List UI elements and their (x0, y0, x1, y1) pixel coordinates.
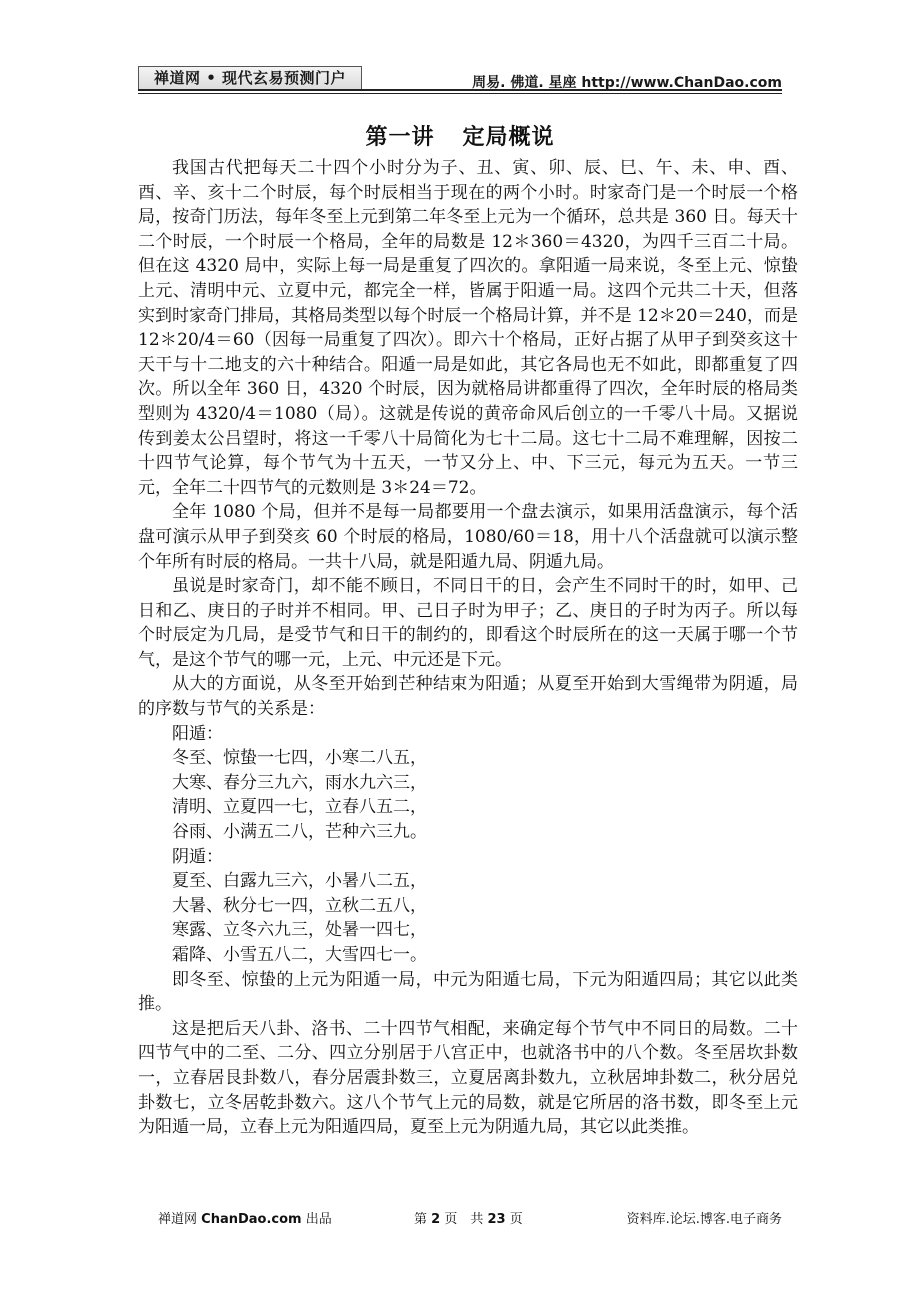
yin-line: 寒露、立冬六九三，处暑一四七， (172, 920, 427, 941)
header-tagline-url[interactable]: 周易. 佛道. 星座 http://www.ChanDao.com (472, 75, 782, 91)
yang-label: 阳遁： (172, 723, 223, 744)
page-title (0, 120, 920, 151)
paragraph: 即冬至、惊蛰的上元为阳遁一局，中元为阳遁七局，下元为阳遁四局；其它以此类推。 (138, 969, 798, 1015)
paragraph: 虽说是时家奇门，却不能不顾日，不同日干的日，会产生不同时干的时，如甲、己日和乙、庚日的子时并不相同。甲、己日子时为甲子；乙、庚日的子时为丙子。所以每个时辰定为几局，是受节气和日干的制约的，即看这个时辰所在的这一天属于哪一个节气，是这个节气的哪一元，上元、中元还是下元。 (138, 576, 798, 670)
page-number (414, 1208, 523, 1227)
header-divider-thin (138, 93, 782, 94)
paragraph: 从大的方面说，从冬至开始到芒种结束为阳遁；从夏至开始到大雪绳带为阴遁，局的序数与节气的关系是： (138, 674, 798, 720)
header-divider (138, 89, 782, 91)
yang-line: 谷雨、小满五二八，芒种六三九。 (172, 822, 427, 843)
paragraph: 这是把后天八卦、洛书、二十四节气相配，来确定每个节气中不同日的局数。二十四节气中的二至、二分、四立分别居于八宫正中，也就洛书中的八个数。冬至居坎卦数一，立春居艮卦数八，春分居震卦数三，立夏居离卦数九，立秋居坤卦数二，秋分居兑卦数七，立冬居乾卦数六。这八个节气上元的局数，就是它所居的洛书数，即冬至上元为阳遁一局，立春上元为阳遁四局，夏至上元为阴遁九局，其它以此类推。 (138, 1018, 798, 1138)
yang-line: 冬至、惊蛰一七四，小寒二八五， (172, 748, 427, 769)
yin-line: 霜降、小雪五八二，大雪四七一。 (172, 945, 427, 965)
footer-produced: 出品 (305, 1212, 332, 1227)
total-pages: 23 (487, 1212, 506, 1227)
footer-services: 资料库.论坛.博客.电子商务 (626, 1212, 782, 1227)
lecture-topic: 定局概说 (462, 125, 555, 150)
lecture-number: 第一讲 (365, 125, 435, 150)
page-mid: 页 共 (444, 1212, 484, 1227)
footer-site-link[interactable]: ChanDao.com (201, 1212, 302, 1227)
document-body (138, 156, 798, 1140)
yin-line: 夏至、白露九三六，小暑八二五， (172, 871, 427, 892)
paragraph: 我国古代把每天二十四个小时分为子、丑、寅、卯、辰、巳、午、未、申、酉、酉、辛、亥十二个时辰，每个时辰相当于现在的两个小时。时家奇门是一个时辰一个格局，按奇门历法，每年冬至上元到第二年冬至上元为一个循环，总共是 360 日。每天十二个时辰，一个时辰一个格局，全年的局数是 12＊360＝4320，为四千三百二十局。但在这 4320 局中，实际上每一局是重复了四次的。拿阳遁一局来说，冬至上元、惊蛰上元、清明中元、立夏中元，都完全一样，皆属于阳遁一局。这四个元共二十天，但落实到时家奇门排局，其格局类型以每个时辰一个格局计算，并不是 12＊20＝240，而是 12＊20/4＝60（因每一局重复了四次）。即六十个格局，正好占据了从甲子到癸亥这十天干与十二地支的六十种结合。阳遁一局是如此，其它各局也无不如此，即都重复了四次。所以全年 360 日，4320 个时辰，因为就格局讲都重得了四次，全年时辰的格局类型则为 4320/4＝1080（局）。这就是传说的黄帝命风后创立的一千零八十局。又据说传到姜太公吕望时，将这一千零八十局简化为七十二局。这七十二局不难理解，因按二十四节气论算，每个节气为十五天，一节又分上、中、下三元，每元为五天。一节三元，全年二十四节气的元数则是 3＊24＝72。 (138, 158, 798, 498)
yin-label: 阴遁： (172, 846, 223, 867)
current-page: 2 (431, 1212, 441, 1227)
yang-line: 大寒、春分三九六，雨水九六三， (172, 772, 427, 793)
footer-site-cn: 禅道网 (158, 1212, 198, 1227)
page-prefix: 第 (414, 1212, 428, 1227)
footer-credit (158, 1208, 332, 1227)
site-logo-banner[interactable]: 禅道网 • 现代玄易预测门户 (138, 66, 362, 90)
page-suffix: 页 (509, 1212, 523, 1227)
yang-line: 清明、立夏四一七，立春八五二， (172, 797, 427, 818)
yin-line: 大暑、秋分七一四，立秋二五八， (172, 895, 427, 916)
paragraph: 全年 1080 个局，但并不是每一局都要用一个盘去演示，如果用活盘演示，每个活盘可演示从甲子到癸亥 60 个时辰的格局，1080/60＝18，用十八个活盘就可以演示整个年所有时辰的格局。一共十八局，就是阳遁九局、阴遁九局。 (138, 502, 798, 572)
